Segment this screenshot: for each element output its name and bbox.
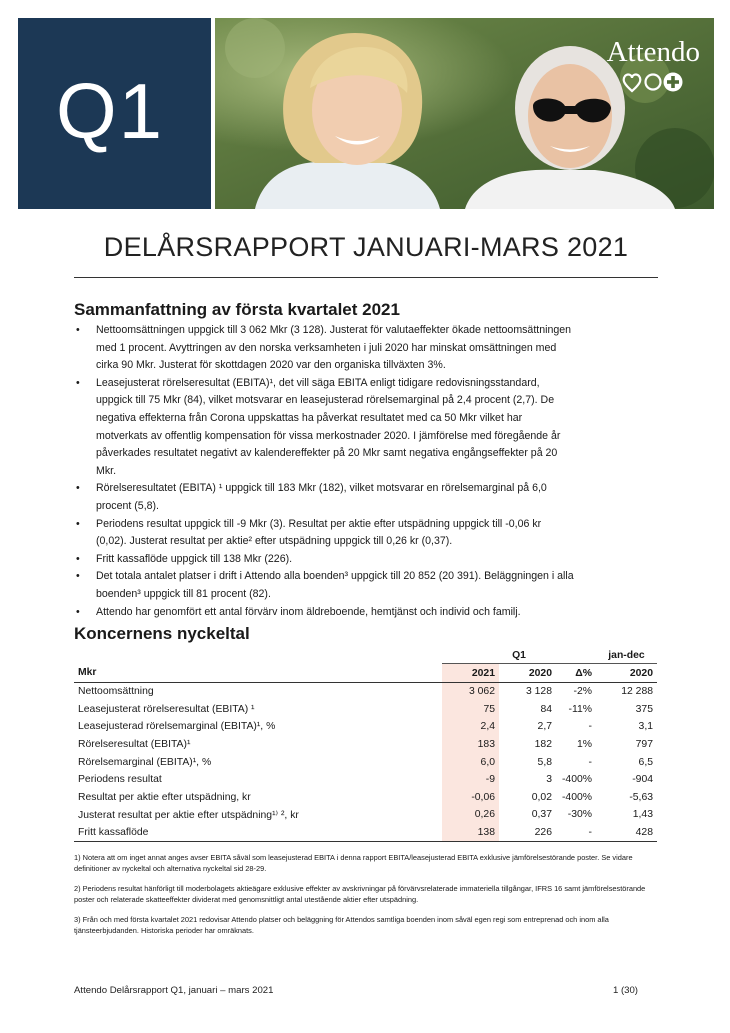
cell-year: 1,43 bbox=[632, 809, 653, 821]
cell-2021: 138 bbox=[442, 824, 499, 842]
list-item: • Rörelseresultatet (EBITA) ¹ uppgick till 183 Mkr (182), vilket motsvarar en rörelsemarginal på 6,0 procent (5,8). bbox=[74, 480, 574, 515]
cell-2020: 5,8 bbox=[537, 756, 552, 768]
row-label: Fritt kassaflöde bbox=[74, 824, 442, 842]
list-item: • Periodens resultat uppgick till -9 Mkr (3). Resultat per aktie efter utspädning uppgick till -0,06 kr (0,02). Justerat resultat per aktie² efter utspädning uppgick till 0,26 kr (0,37). bbox=[74, 516, 574, 551]
logo-text: Attendo bbox=[606, 36, 700, 68]
cell-2020: 3 128 bbox=[525, 686, 552, 698]
cell-delta: 1% bbox=[576, 739, 592, 751]
col-2020: 2020 bbox=[499, 664, 556, 683]
col-delta: Δ% bbox=[556, 664, 596, 683]
row-label: Leasejusterad rörelsemarginal (EBITA)¹, % bbox=[78, 721, 276, 733]
cell-2020: 226 bbox=[499, 824, 556, 842]
cell-2021: 75 bbox=[442, 701, 499, 719]
footnote: 2) Periodens resultat hänförligt till moderbolagets aktieägare exklusive effekter av avskrivningar på förvärvsrelaterade immateriella tillgångar, IFRS 16 samt jämförelsestörande poster och relaterade skatteeffekter dividerat med genomsnittligt antal utestående aktier efter utspädning. bbox=[74, 884, 646, 904]
cover-banner bbox=[18, 18, 714, 209]
row-label: Rörelseresultat (EBITA)¹ bbox=[78, 739, 191, 751]
key-figures-table bbox=[74, 648, 657, 842]
cell-2021: 3 062 bbox=[442, 683, 499, 701]
cell-delta: -30% bbox=[567, 809, 592, 821]
cell-delta: -2% bbox=[573, 686, 592, 698]
cell-2020: 0,37 bbox=[531, 809, 552, 821]
cell-year: 6,5 bbox=[638, 756, 653, 768]
list-item: • Fritt kassaflöde uppgick till 138 Mkr (226). bbox=[74, 551, 574, 569]
table-row bbox=[74, 683, 657, 701]
row-label: Justerat resultat per aktie efter utspädning¹⁾ ², kr bbox=[78, 809, 299, 821]
cell-delta: - bbox=[588, 721, 592, 733]
quarter-box bbox=[18, 18, 211, 209]
footnote: 1) Notera att om inget annat anges avser EBITA såväl som leasejusterad EBITA i denna rapport EBITA/leasejusterad EBITA exklusive jämförelsestörande poster. Se vidare definitioner av nyckeltal och alternativa nyckeltal sid 28-29. bbox=[74, 853, 633, 873]
cell-year: 3,1 bbox=[638, 721, 653, 733]
cell-delta: - bbox=[556, 824, 596, 842]
table-row bbox=[74, 736, 657, 754]
table-row bbox=[74, 771, 657, 789]
attendo-logo bbox=[607, 36, 700, 93]
group-year: jan-dec bbox=[596, 648, 657, 664]
quarter-label: Q1 bbox=[56, 67, 165, 155]
footnotes bbox=[74, 852, 654, 945]
cell-2020: 0,02 bbox=[531, 791, 552, 803]
report-title: DELÅRSRAPPORT JANUARI-MARS 2021 bbox=[103, 232, 629, 262]
row-label: Leasejusterat rörelseresultat (EBITA) ¹ bbox=[78, 703, 255, 715]
list-item: • Attendo har genomfört ett antal förvärv inom äldreboende, hemtjänst och individ och familj. bbox=[74, 604, 574, 622]
list-item: • Nettoomsättningen uppgick till 3 062 Mkr (3 128). Justerat för valutaeffekter ökade nettoomsättningen med 1 procent. Avyttringen av den norska verksamheten i juli 2020 har minskat omsättningen med cirka 90 Mkr. Justerat för skottdagen 2020 var den organiska tillväxten 3%. bbox=[74, 322, 574, 375]
cover-photo bbox=[215, 18, 714, 209]
summary-list bbox=[74, 322, 574, 621]
cell-year: 797 bbox=[635, 739, 653, 751]
row-label: Resultat per aktie efter utspädning, kr bbox=[78, 791, 251, 803]
cell-year: -5,63 bbox=[629, 791, 653, 803]
cell-delta: -11% bbox=[568, 703, 592, 715]
cell-2020: 3 bbox=[546, 774, 552, 786]
cell-2021: 2,4 bbox=[442, 718, 499, 736]
title-divider bbox=[74, 277, 658, 278]
footnote: 3) Från och med första kvartalet 2021 redovisar Attendo platser och beläggning för Attendos samtliga boenden inom såväl egen regi som entreprenad och inom alla tjänsteerbjudanden. Historiska perioder har omräknats. bbox=[74, 915, 609, 935]
list-item: • Det totala antalet platser i drift i Attendo alla boenden³ uppgick till 20 852 (20 391). Beläggningen i alla boenden³ uppgick till 81 procent (82). bbox=[74, 568, 574, 603]
footer-title: Attendo Delårsrapport Q1, januari – mars 2021 bbox=[74, 985, 274, 996]
key-figures-heading: Koncernens nyckeltal bbox=[74, 624, 250, 643]
cell-delta: -400% bbox=[561, 791, 592, 803]
group-q1: Q1 bbox=[442, 648, 596, 664]
table-row bbox=[74, 806, 657, 824]
table-group-header bbox=[74, 648, 657, 664]
cell-2021: 6,0 bbox=[442, 753, 499, 771]
col-year: 2020 bbox=[596, 664, 657, 683]
col-2021: 2021 bbox=[442, 664, 499, 683]
cell-2021: 0,26 bbox=[442, 806, 499, 824]
row-label: Nettoomsättning bbox=[78, 686, 154, 698]
cell-year: 428 bbox=[596, 824, 657, 842]
cell-2020: 2,7 bbox=[537, 721, 552, 733]
page-number: 1 (30) bbox=[612, 985, 638, 996]
cell-year: 375 bbox=[635, 703, 653, 715]
cell-year: 12 288 bbox=[621, 686, 653, 698]
logo-heart-circle-plus-icon bbox=[622, 71, 684, 93]
row-label: Rörelsemarginal (EBITA)¹, % bbox=[78, 756, 212, 768]
table-row bbox=[74, 824, 657, 842]
summary-heading: Sammanfattning av första kvartalet 2021 bbox=[74, 300, 400, 319]
table-row bbox=[74, 701, 657, 719]
cell-delta: -400% bbox=[561, 774, 592, 786]
cell-2021: 183 bbox=[442, 736, 499, 754]
cell-delta: - bbox=[588, 756, 592, 768]
col-label: Mkr bbox=[74, 664, 442, 683]
table-row bbox=[74, 718, 657, 736]
table-row bbox=[74, 789, 657, 807]
page-footer bbox=[74, 985, 658, 996]
table-header bbox=[74, 664, 657, 683]
cell-2021: -0,06 bbox=[442, 789, 499, 807]
cell-2021: -9 bbox=[442, 771, 499, 789]
list-item: • Leasejusterat rörelseresultat (EBITA)¹, det vill säga EBITA enligt tidigare redovisningsstandard, uppgick till 75 Mkr (84), vilket motsvarar en leasejusterad rörelsemarginal på 2,4 procent (2,7). De negativa effekterna från Corona uppskattas ha påverkat resultatet med ca 50 Mkr vilket har motverkats av offentlig kompensation för vissa merkostnader 2020. I jämförelse med föregående år påverkades resultatet negativt av kalendereffekter på 20 Mkr samt negativa engångseffekter på 20 Mkr. bbox=[74, 375, 574, 481]
cell-2020: 84 bbox=[540, 703, 552, 715]
row-label: Periodens resultat bbox=[78, 774, 162, 786]
cell-2020: 182 bbox=[534, 739, 552, 751]
table-row bbox=[74, 753, 657, 771]
cell-year: -904 bbox=[632, 774, 653, 786]
